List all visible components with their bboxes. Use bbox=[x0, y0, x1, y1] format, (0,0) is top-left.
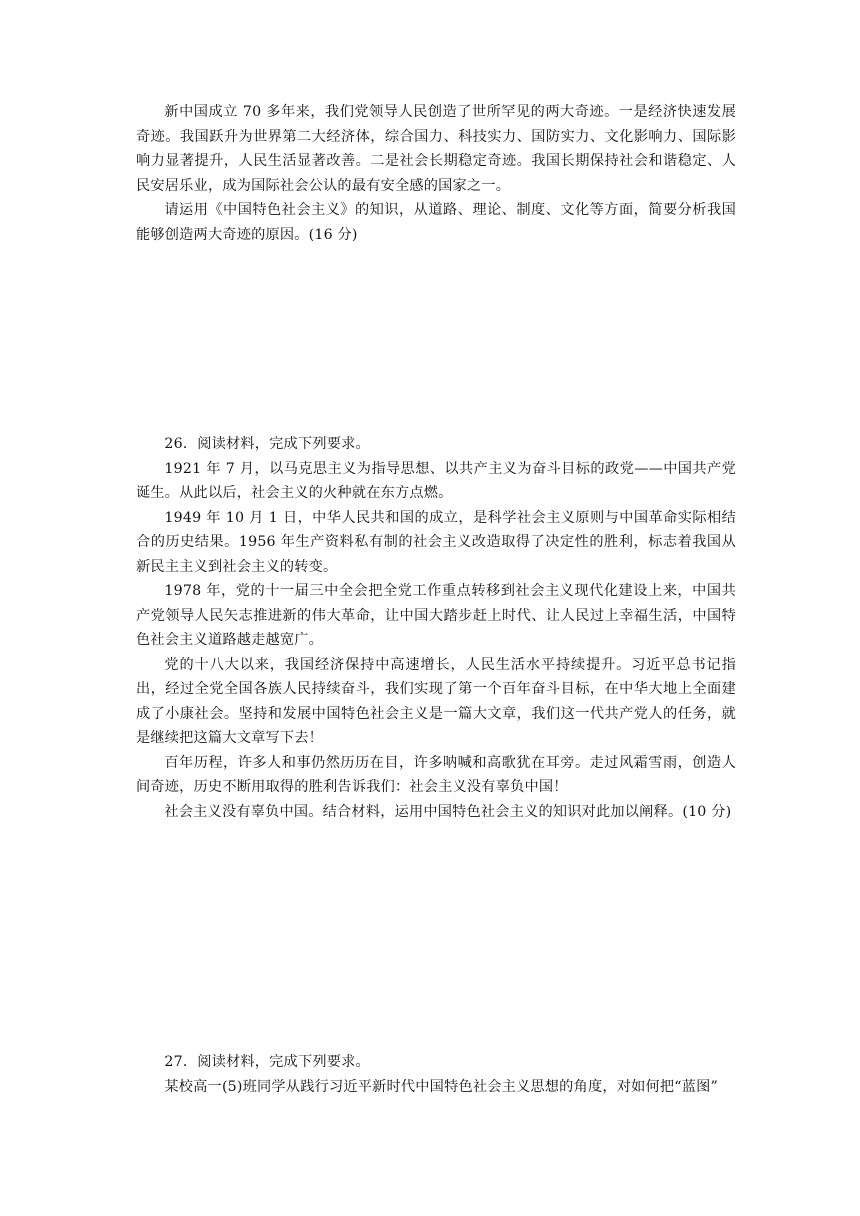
material-paragraph: 1978 年，党的十一届三中全会把全党工作重点转移到社会主义现代化建设上来，中国共产党领导人民矢志推进新的伟大革命，让中国大踏步赶上时代、让人民过上幸福生活，中国特色社会主义道路越走越宽广。 bbox=[136, 583, 736, 648]
question-27 bbox=[136, 1050, 736, 1099]
material-paragraph: 百年历程，许多人和事仍然历历在目，许多呐喊和高歌犹在耳旁。走过风霜雪雨，创造人间奇迹，历史不断用取得的胜利告诉我们：社会主义没有辜负中国！ bbox=[136, 754, 736, 795]
material-paragraph: 1949 年 10 月 1 日，中华人民共和国的成立，是科学社会主义原则与中国革命实际相结合的历史结果。1956 年生产资料私有制的社会主义改造取得了决定性的胜利，标志着我国从新民主主义到社会主义的转变。 bbox=[136, 509, 736, 575]
material-paragraph: 某校高一(5)班同学从践行习近平新时代中国特色社会主义思想的角度，对如何把“蓝图” bbox=[164, 1078, 718, 1095]
question-prompt: 社会主义没有辜负中国。结合材料，运用中国特色社会主义的知识对此加以阐释。(10 分) bbox=[164, 803, 732, 820]
question-26 bbox=[136, 432, 736, 824]
material-paragraph: 党的十八大以来，我国经济保持中高速增长，人民生活水平持续提升。习近平总书记指出，经过全党全国各族人民持续奋斗，我们实现了第一个百年奋斗目标，在中华大地上全面建成了小康社会。坚持和发展中国特色社会主义是一篇大文章，我们这一代共产党人的任务，就是继续把这篇大文章写下去！ bbox=[136, 656, 736, 746]
material-paragraph: 1921 年 7 月，以马克思主义为指导思想、以共产主义为奋斗目标的政党——中国共产党诞生。从此以后，社会主义的火种就在东方点燃。 bbox=[136, 460, 736, 501]
material-paragraph: 新中国成立 70 多年来，我们党领导人民创造了世所罕见的两大奇迹。一是经济快速发展奇迹。我国跃升为世界第二大经济体，综合国力、科技实力、国防实力、文化影响力、国际影响力显著提升，人民生活显著改善。二是社会长期稳定奇迹。我国长期保持社会和谐稳定、人民安居乐业，成为国际社会公认的最有安全感的国家之一。 bbox=[136, 104, 736, 194]
question-26-title: 26．阅读材料，完成下列要求。 bbox=[164, 436, 370, 452]
question-prompt: 请运用《中国特色社会主义》的知识，从道路、理论、制度、文化等方面，简要分析我国能够创造两大奇迹的原因。(16 分) bbox=[136, 202, 736, 243]
material-section-top bbox=[136, 100, 736, 247]
question-27-title: 27．阅读材料，完成下列要求。 bbox=[164, 1054, 370, 1070]
